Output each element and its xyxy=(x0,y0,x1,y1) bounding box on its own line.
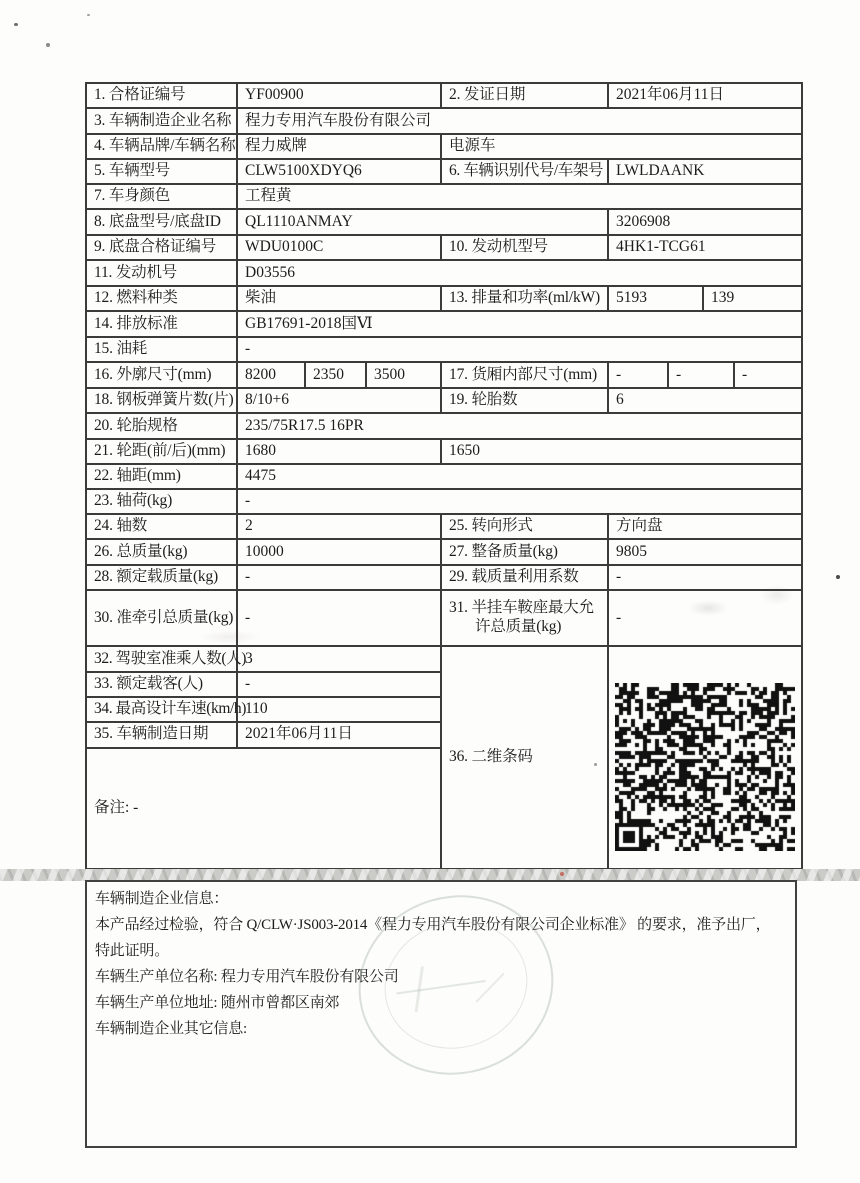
inspection-statement-line2: 特此证明。 xyxy=(95,943,170,959)
field-15-value: - xyxy=(237,337,802,362)
field-19-label: 19. 轮胎数 xyxy=(441,388,608,413)
field-07-value: 工程黄 xyxy=(237,184,802,209)
field-31-label-line1: 31. 半挂车鞍座最大允 xyxy=(449,599,594,617)
field-29-value: - xyxy=(608,565,802,590)
field-13-label: 13. 排量和功率(ml/kW) xyxy=(441,286,608,311)
field-19-value: 6 xyxy=(608,388,802,413)
field-06-value: LWLDAANK xyxy=(608,159,802,184)
field-18-value: 8/10+6 xyxy=(237,388,441,413)
field-35-label: 35. 车辆制造日期 xyxy=(86,722,237,748)
field-28-value: - xyxy=(237,565,441,590)
field-05-label: 5. 车辆型号 xyxy=(86,159,237,184)
field-08-label: 8. 底盘型号/底盘ID xyxy=(86,209,237,235)
field-09-value: WDU0100C xyxy=(237,235,441,260)
field-10-value: 4HK1-TCG61 xyxy=(608,235,802,260)
field-04-value-name: 电源车 xyxy=(441,134,802,159)
field-35-value: 2021年06月11日 xyxy=(237,722,441,748)
field-12-value: 柴油 xyxy=(237,286,441,311)
field-03-value: 程力专用汽车股份有限公司 xyxy=(237,108,802,134)
qr-code xyxy=(615,683,795,851)
field-11-label: 11. 发动机号 xyxy=(86,260,237,286)
scan-red-speck xyxy=(560,872,564,876)
field-24-label: 24. 轴数 xyxy=(86,514,237,539)
field-25-value: 方向盘 xyxy=(608,514,802,539)
field-30-value: - xyxy=(237,590,441,646)
field-16-label: 16. 外廓尺寸(mm) xyxy=(86,362,237,388)
field-21-value-rear: 1650 xyxy=(441,439,802,464)
field-32-label: 32. 驾驶室准乘人数(人) xyxy=(86,646,237,672)
field-08-value-id: 3206908 xyxy=(608,209,802,235)
field-11-value: D03556 xyxy=(237,260,802,286)
field-04-value-brand: 程力威牌 xyxy=(237,134,441,159)
field-32-value: 3 xyxy=(237,646,441,672)
field-25-label: 25. 转向形式 xyxy=(441,514,608,539)
field-30-label: 30. 准牵引总质量(kg) xyxy=(86,590,237,646)
field-34-label: 34. 最高设计车速(km/h) xyxy=(86,697,237,722)
scan-speck xyxy=(14,23,18,26)
field-33-value: - xyxy=(237,672,441,697)
field-26-value: 10000 xyxy=(237,539,441,565)
field-20-label: 20. 轮胎规格 xyxy=(86,413,237,439)
other-info-line: 车辆制造企业其它信息: xyxy=(95,1021,247,1037)
field-36-label: 36. 二维条码 xyxy=(441,646,608,869)
scan-speck xyxy=(46,43,50,47)
field-15-label: 15. 油耗 xyxy=(86,337,237,362)
field-33-label: 33. 额定载客(人) xyxy=(86,672,237,697)
manufacturer-info-title: 车辆制造企业信息： xyxy=(95,891,229,907)
field-21-label: 21. 轮距(前/后)(mm) xyxy=(86,439,237,464)
manufacturer-info-box xyxy=(85,880,797,1148)
remark-cell: 备注: - xyxy=(86,748,441,869)
field-16-value-height: 3500 xyxy=(366,362,441,388)
inspection-statement-line1: 本产品经过检验，符合 Q/CLW·JS003-2014《程力专用汽车股份有限公司企业标准》 的要求，准予出厂， xyxy=(95,917,771,933)
field-24-value: 2 xyxy=(237,514,441,539)
field-26-label: 26. 总质量(kg) xyxy=(86,539,237,565)
field-04-label: 4. 车辆品牌/车辆名称 xyxy=(86,134,237,159)
field-16-value-width: 2350 xyxy=(305,362,366,388)
field-34-value: 110 xyxy=(237,697,441,722)
field-27-label: 27. 整备质量(kg) xyxy=(441,539,608,565)
field-12-label: 12. 燃料种类 xyxy=(86,286,237,311)
field-14-label: 14. 排放标准 xyxy=(86,311,237,337)
field-01-value: YF00900 xyxy=(237,83,441,108)
field-31-label xyxy=(441,590,608,646)
field-22-value: 4475 xyxy=(237,464,802,489)
field-07-label: 7. 车身颜色 xyxy=(86,184,237,209)
field-17-value-2: - xyxy=(668,362,734,388)
field-17-value-3: - xyxy=(734,362,802,388)
field-01-label: 1. 合格证编号 xyxy=(86,83,237,108)
field-23-label: 23. 轴荷(kg) xyxy=(86,489,237,514)
qr-code-cell xyxy=(608,646,802,869)
field-08-value-model: QL1110ANMAY xyxy=(237,209,608,235)
producer-name-line: 车辆生产单位名称: 程力专用汽车股份有限公司 xyxy=(95,969,399,985)
field-23-value: - xyxy=(237,489,802,514)
scan-speck xyxy=(87,14,90,16)
producer-address-line: 车辆生产单位地址: 随州市曾都区南郊 xyxy=(95,995,340,1011)
field-22-label: 22. 轴距(mm) xyxy=(86,464,237,489)
field-28-label: 28. 额定载质量(kg) xyxy=(86,565,237,590)
field-16-value-length: 8200 xyxy=(237,362,305,388)
field-17-value-1: - xyxy=(608,362,668,388)
field-27-value: 9805 xyxy=(608,539,802,565)
field-29-label: 29. 载质量利用系数 xyxy=(441,565,608,590)
field-09-label: 9. 底盘合格证编号 xyxy=(86,235,237,260)
field-02-label: 2. 发证日期 xyxy=(441,83,608,108)
field-13-value-power: 139 xyxy=(703,286,802,311)
field-17-label: 17. 货厢内部尺寸(mm) xyxy=(441,362,608,388)
field-20-value: 235/75R17.5 16PR xyxy=(237,413,802,439)
field-31-value: - xyxy=(608,590,802,646)
field-06-label: 6. 车辆识别代号/车架号 xyxy=(441,159,608,184)
field-05-value: CLW5100XDYQ6 xyxy=(237,159,441,184)
field-14-value: GB17691-2018国Ⅵ xyxy=(237,311,802,337)
field-10-label: 10. 发动机型号 xyxy=(441,235,608,260)
field-02-value: 2021年06月11日 xyxy=(608,83,802,108)
field-03-label: 3. 车辆制造企业名称 xyxy=(86,108,237,134)
scan-speck xyxy=(836,575,840,579)
certificate-table xyxy=(85,82,803,870)
field-21-value-front: 1680 xyxy=(237,439,441,464)
field-18-label: 18. 钢板弹簧片数(片) xyxy=(86,388,237,413)
field-13-value-displacement: 5193 xyxy=(608,286,703,311)
field-31-label-line2: 许总质量(kg) xyxy=(475,618,562,635)
